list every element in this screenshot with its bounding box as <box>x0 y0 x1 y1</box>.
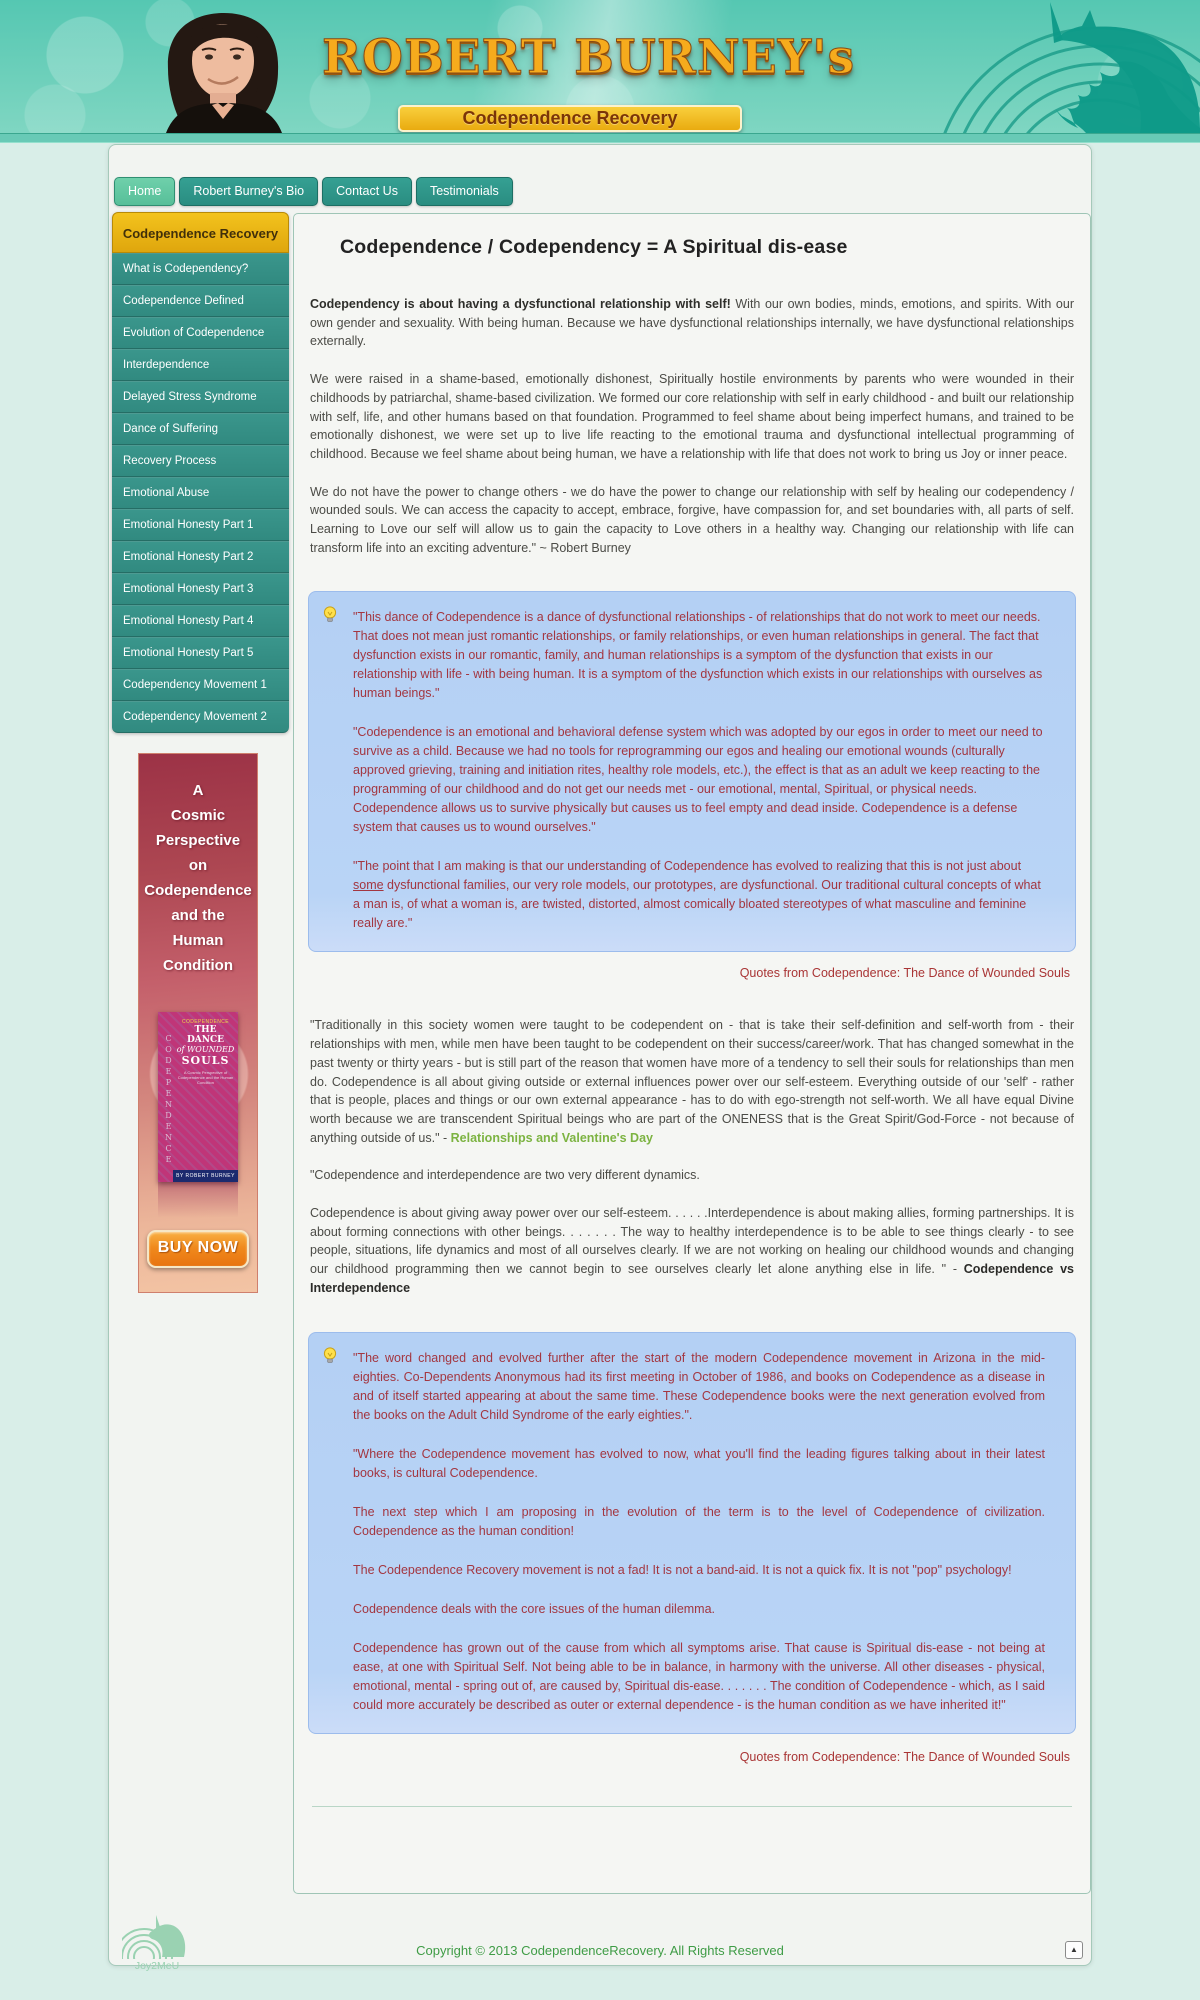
quote-paragraph: The Codependence Recovery movement is not a fad! It is not a band-aid. It is not a quick fix. It is not "pop" psychology! <box>353 1562 1012 1577</box>
page-title: Codependence / Codependency = A Spiritual dis-ease <box>340 236 848 258</box>
quote-source-caption: Quotes from Codependence: The Dance of Wounded Souls <box>739 966 1070 981</box>
copyright-text: Copyright © 2013 CodependenceRecovery. All Rights Reserved <box>416 1943 784 1958</box>
quote-paragraph <box>353 857 1045 933</box>
sidebar-item-emotional-honesty-4[interactable]: Emotional Honesty Part 4 <box>112 605 289 637</box>
sidebar-header: Codependence Recovery <box>112 212 289 253</box>
site-title: ROBERT BURNEY's <box>322 30 856 85</box>
quote-paragraph: Codependence deals with the core issues of the human dilemma. <box>353 1601 716 1616</box>
quote-paragraph: Codependence has grown out of the cause from which all symptoms arise. That cause is Spiritual dis-ease - not being at ease, at one with Spiritual Self. Not being able to be in balance, in harmony with the universe. All other diseases - physical, emotional, mental - spring out of, are caused by, Spiritual dis-ease. . . . . . . The condition of Codependence - which, as I said could more accurately be described as outer or external dependence - is the human condition as we have inherited it!" <box>353 1640 1045 1712</box>
quote-box-1 <box>308 591 1076 952</box>
ad-title-line: Human <box>172 932 224 949</box>
sidebar-item-codependence-defined[interactable]: Codependence Defined <box>112 285 289 317</box>
paragraph-intro-lead: Codependency is about having a dysfunctional relationship with self! <box>310 297 731 311</box>
sidebar-item-interdependence[interactable]: Interdependence <box>112 349 289 381</box>
quote-source-caption: Quotes from Codependence: The Dance of Wounded Souls <box>739 1749 1070 1764</box>
quote-text: "The point that I am making is that our understanding of Codependence has evolved to realizing that this is not just about <box>353 859 1022 874</box>
ad-title-line: Condition <box>163 957 233 974</box>
paragraph-traditionally-text: "Traditionally in this society women were taught to be codependent on - that is take their self-definition and self-worth from - their relationships with men, while men have been taught to be codependent on their success/career/work. That has changed somewhat in the past twenty or thirty years - but is still part of the reason that women have more of a tendency to sell their souls for relationships than men do. Codependence is all about giving outside or external influences power over our self-esteem. Everything outside of our 'self' - rather that is people, places and things or our own external appearance - has to do with ego-strength not self-worth. We all have equal Divine worth because we are transcendent Spiritual beings who are part of the ONENESS that is the Great Spirit/God-Force - not because of anything outside of us." - <box>310 1018 1074 1145</box>
ad-title-line: on <box>188 857 208 874</box>
main-nav <box>114 177 513 206</box>
ad-title-line: Cosmic <box>170 807 226 824</box>
unicorn-icon <box>900 0 1200 133</box>
book-reflection <box>158 1182 238 1224</box>
lightbulb-icon <box>322 1347 338 1365</box>
sidebar-item-what-is-codependency[interactable]: What is Codependency? <box>112 253 289 285</box>
paragraph-dynamics: "Codependence and interdependence are two very different dynamics. <box>310 1168 700 1183</box>
sidebar-item-emotional-honesty-2[interactable]: Emotional Honesty Part 2 <box>112 541 289 573</box>
arrow-up-icon: ▲ <box>1070 1945 1078 1954</box>
nav-item-contact[interactable]: Contact Us <box>322 177 412 206</box>
paragraph-interdependence-text: Codependence is about giving away power over our self-esteem. . . . . .Interdependence is about making allies, forming partnerships. It is about forming connections with other beings. . . . . . . The way to healthy interdependence is to be able to see things clearly - to see people, situations, life dynamics and most of all ourselves clearly. If we are not working on healing our childhood wounds and changing our childhood programming then we cannot begin to see ourselves clearly let alone anything else in life. " - <box>310 1206 1074 1277</box>
nav-item-testimonials[interactable]: Testimonials <box>416 177 513 206</box>
sidebar-item-codependency-movement-1[interactable]: Codependency Movement 1 <box>112 669 289 701</box>
ad-title-line: A <box>192 782 204 799</box>
back-to-top-button[interactable] <box>1065 1941 1083 1959</box>
book-title-line: of WOUNDED <box>176 1045 235 1054</box>
book-ad-panel <box>138 753 258 1293</box>
nav-item-home[interactable]: Home <box>114 177 175 206</box>
book-spine-text: CODEPENDENCE <box>164 1033 173 1166</box>
site-subtitle-badge: Codependence Recovery <box>398 105 742 132</box>
ad-title-line: and the <box>171 907 225 924</box>
paragraph-intro-rest: With our own bodies, minds, emotions, and spirits. With our own gender and sexuality. With being human. Because we have dysfunctional relationships internally, we have dysfunctional relationships externally. <box>310 297 1074 349</box>
quote-paragraph: The next step which I am proposing in the evolution of the term is to the level of Codependence of civilization. Codependence as the human condition! <box>353 1504 1045 1538</box>
joy2meu-label: Joy2MeU <box>134 1960 180 1972</box>
quote-paragraph: "Where the Codependence movement has evolved to now, what you'll find the leading figures talking about in their latest books, is cultural Codependence. <box>353 1446 1045 1480</box>
sidebar-item-emotional-abuse[interactable]: Emotional Abuse <box>112 477 289 509</box>
book-cover-text <box>173 1012 238 1182</box>
book-cover[interactable] <box>158 1012 238 1182</box>
lightbulb-icon <box>322 606 338 624</box>
sidebar-item-codependency-movement-2[interactable]: Codependency Movement 2 <box>112 701 289 733</box>
sidebar-item-emotional-honesty-3[interactable]: Emotional Honesty Part 3 <box>112 573 289 605</box>
valentines-day-link[interactable]: Relationships and Valentine's Day <box>450 1130 653 1145</box>
book-ad-title <box>139 778 257 978</box>
book-author-label: BY ROBERT BURNEY <box>173 1170 238 1182</box>
book-title-line: SOULS <box>181 1054 230 1067</box>
quote-text: dysfunctional families, our very role models, our prototypes, are dysfunctional. Our traditional cultural concepts of what a man is, of what a woman is, are twisted, distorted, almost comically bloated stereotypes of what masculine and feminine really are." <box>353 878 1041 931</box>
quote-underlined-word: some <box>353 878 384 893</box>
book-series-label: CODEPENDENCE <box>181 1019 230 1025</box>
divider <box>312 1806 1072 1807</box>
paragraph-traditionally <box>310 1016 1074 1147</box>
page-wrapper <box>108 144 1092 1972</box>
paragraph-power: We do not have the power to change others - we do have the power to change our relationship with self by healing our codependency / wounded souls. We can access the capacity to accept, embrace, forgive, have compassion for, and set boundaries with, all parts of self. Learning to Love our self will allow us to gain the capacity to Love others in a healthy way. Changing our relationship with life can transform life into an exciting adventure." ~ Robert Burney <box>310 484 1074 555</box>
sidebar-item-dance-of-suffering[interactable]: Dance of Suffering <box>112 413 289 445</box>
paragraph-intro <box>310 295 1074 351</box>
codependence-vs-interdependence-link[interactable]: Codependence vs Interdependence <box>310 1262 1074 1295</box>
paragraph-interdependence <box>310 1204 1074 1298</box>
book-subtitle: A Cosmic Perspective of Codependence and the Human Condition <box>177 1070 234 1085</box>
book-title-line: THE DANCE <box>186 1025 225 1045</box>
header-divider-strip <box>0 133 1200 143</box>
sidebar-item-emotional-honesty-1[interactable]: Emotional Honesty Part 1 <box>112 509 289 541</box>
robert-burney-photo <box>138 7 310 133</box>
sidebar-item-recovery-process[interactable]: Recovery Process <box>112 445 289 477</box>
main-content <box>293 213 1091 1894</box>
quote-box-2 <box>308 1332 1076 1734</box>
quote-paragraph: "The word changed and evolved further after the start of the modern Codependence movement in Arizona in the mid-eighties. Co-Dependents Anonymous had its first meeting in October of 1986, and books on Codependence as a disease in and of itself started appearing at about the same time. These Codependence books were the next generation evolved from the books on the Adult Child Syndrome of the early eighties.". <box>353 1350 1045 1422</box>
nav-item-bio[interactable]: Robert Burney's Bio <box>179 177 318 206</box>
paragraph-raised: We were raised in a shame-based, emotionally dishonest, Spiritually hostile environments by parents who were wounded in their childhoods by patriarchal, shame-based civilization. We formed our core relationship with self in early childhood - and built our relationship with self, life, and other humans based on that foundation. Programmed to feel shame about being imperfect humans, and trained to be emotionally dishonest, we were set up to live life reacting to the emotional trauma and dysfunctional intellectual programming of childhood. Because we feel shame about being human, we have a relationship with life that does not work to bring us Joy or inner peace. <box>310 372 1074 461</box>
sidebar-item-delayed-stress[interactable]: Delayed Stress Syndrome <box>112 381 289 413</box>
sidebar-item-emotional-honesty-5[interactable]: Emotional Honesty Part 5 <box>112 637 289 669</box>
quote-paragraph: "Codependence is an emotional and behavioral defense system which was adopted by our egos in order to meet our need to survive as a child. Because we had no tools for reprogramming our egos and healing our emotional wounds (culturally approved grieving, training and initiation rites, healthy role models, etc.), the effect is that as an adult we keep reacting to the programming of our childhood and do not get our needs met - our emotional, mental, Spiritual, or physical needs. Codependence allows us to survive physically but causes us to feel empty and dead inside. Codependence is a defense system that causes us to wound ourselves." <box>353 725 1043 835</box>
ad-title-line: Perspective <box>155 832 241 849</box>
quote-paragraph: "This dance of Codependence is a dance of dysfunctional relationships - of relationships that do not work to meet our needs. That does not mean just romantic relationships, or family relationships, or even human relationships in general. The fact that dysfunction exists in our romantic, family, and human relationships is a symptom of the dysfunction that exists in our relationship with life - with being human. It is a symptom of the dysfunction which exists in our relationships with ourselves as human beings." <box>353 610 1043 701</box>
sidebar-item-evolution[interactable]: Evolution of Codependence <box>112 317 289 349</box>
buy-now-button[interactable]: BUY NOW <box>147 1230 249 1268</box>
site-header <box>0 0 1200 133</box>
sidebar-menu <box>112 212 289 733</box>
ad-title-line: Codependence <box>144 882 252 899</box>
joy2meu-logo <box>119 1907 195 1972</box>
